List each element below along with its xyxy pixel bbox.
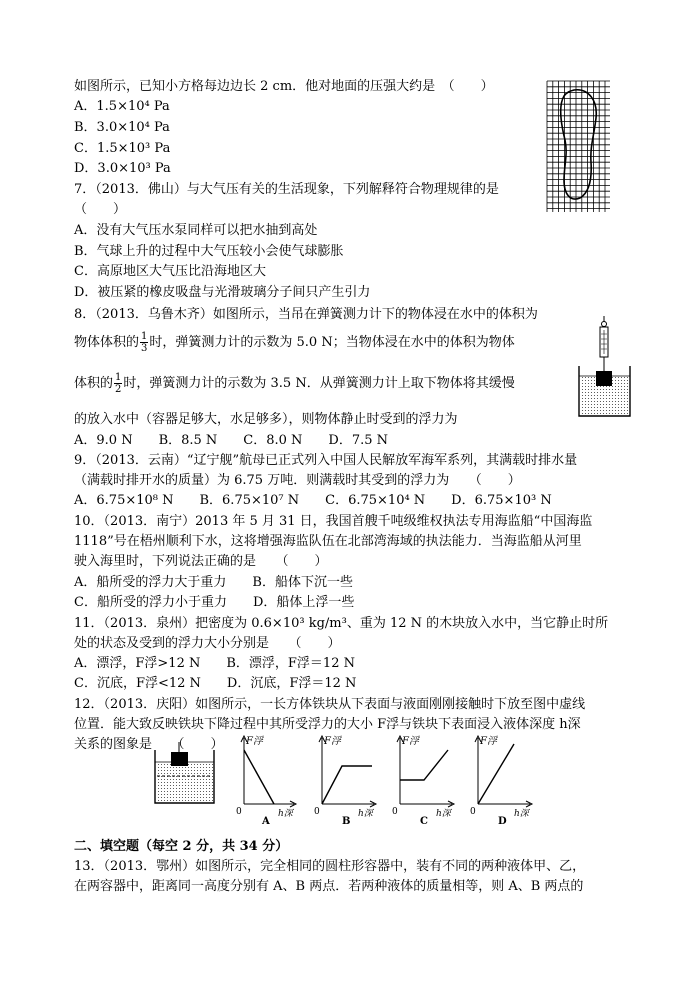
q6-option-a: A．1.5×10⁴ Pa — [74, 99, 170, 114]
q11-line2: 处的状态及受到的浮力大小分别是 （ ） — [74, 636, 341, 651]
fraction-numerator: 1 — [141, 331, 148, 342]
q12-line3: 关系的图象是 （ ） — [74, 737, 224, 752]
graph-b-xlabel: h深 — [358, 809, 373, 819]
q8-options: A．9.0 N B．8.5 N C．8.0 N D．7.5 N — [74, 433, 389, 448]
q10-line1: 10．（2013．南宁）2013 年 5 月 31 日，我国首艘千吨级维权执法专用海监船“中国海监 — [74, 514, 593, 529]
q11-options-row2: C．沉底，F浮<12 N D．沉底，F浮＝12 N — [74, 676, 357, 691]
q8-line2-post: 时，弹簧测力计的示数为 5.0 N；当物体浸在水中的体积为物体 — [149, 335, 515, 350]
graph-d-origin: 0 — [470, 807, 476, 817]
q9-line1: 9．（2013．云南）“辽宁舰”航母已正式列入中国人民解放军海军系列，其满载时排水量 — [74, 453, 578, 468]
graph-d[interactable] — [468, 734, 534, 826]
graph-d-ylabel: F浮 — [480, 736, 497, 747]
q11-options-row1: A．漂浮，F浮>12 N B．漂浮，F浮＝12 N — [74, 656, 355, 671]
q10-options-row2: C．船所受的浮力小于重力 D．船体上浮一些 — [74, 595, 355, 610]
graph-a[interactable] — [234, 734, 298, 826]
q13-line1: 13．（2013．鄂州）如图所示，完全相同的圆柱形容器中，装有不同的两种液体甲、乙， — [74, 859, 586, 874]
q9-options: A．6.75×10⁸ N B．6.75×10⁷ N C．6.75×10⁴ N D．6.75×10³ N — [74, 493, 552, 508]
q6-stem: 如图所示，已知小方格每边边长 2 cm．他对地面的压强大约是 （ ） — [74, 79, 494, 94]
q13-line2: 在两容器中，距离同一高度分别有 A、B 两点．若两种液体的质量相等，则 A、B 两点的 — [74, 879, 584, 894]
graph-c-label: C — [420, 816, 428, 826]
graph-d-curve — [478, 744, 514, 804]
graph-a-xlabel: h深 — [278, 809, 293, 819]
q6-option-d: D．3.0×10³ Pa — [74, 161, 171, 176]
fraction-one-third — [140, 331, 148, 354]
q11-line1: 11．（2013．泉州）把密度为 0.6×10³ kg/m³、重为 12 N 的木块放入水中，当它静止时所 — [74, 616, 609, 631]
graph-c-xlabel: h深 — [436, 809, 451, 819]
q7-stem: 7．（2013．佛山）与大气压有关的生活现象，下列解释符合物理规律的是 — [74, 182, 499, 197]
q7-option-a: A．没有大气压水泵同样可以把水抽到高处 — [74, 223, 318, 238]
q8-line2-pre: 物体体积的 — [74, 335, 140, 350]
q12-line2: 位置．能大致反映铁块下降过程中其所受浮力的大小 F浮与铁块下表面浸入液体深度 h深 — [74, 717, 581, 732]
fraction-numerator: 1 — [115, 372, 122, 383]
graph-a-label: A — [262, 816, 270, 826]
q7-blank: （ ） — [74, 202, 127, 217]
q8-line3-post: 时，弹簧测力计的示数为 3.5 N．从弹簧测力计上取下物体将其缓慢 — [123, 376, 515, 391]
graph-c-curve — [400, 750, 448, 780]
graph-b-label: B — [342, 816, 351, 826]
graph-d-xlabel: h深 — [514, 809, 529, 819]
q7-option-d: D．被压紧的橡皮吸盘与光滑玻璃分子间只产生引力 — [74, 285, 371, 300]
section-title-fill-in: 二、填空题（每空 2 分，共 34 分） — [74, 839, 289, 854]
q8-line3-pre: 体积的 — [74, 376, 114, 391]
q8-line3 — [74, 372, 515, 395]
fraction-denominator: 3 — [141, 343, 148, 354]
footprint-grid-figure — [546, 80, 612, 214]
submerged-block — [596, 371, 612, 386]
graph-d-label: D — [498, 816, 507, 826]
graph-a-origin: 0 — [236, 807, 242, 817]
q12-line1: 12．（2013．庆阳）如图所示，一长方体铁块从下表面与液面刚刚接触时下放至图中虚线 — [74, 697, 586, 712]
q10-options-row1: A．船所受的浮力大于重力 B．船体下沉一些 — [74, 575, 353, 590]
fraction-denominator: 2 — [115, 384, 122, 395]
q8-line4: 的放入水中（容器足够大，水足够多），则物体静止时受到的浮力为 — [74, 412, 458, 427]
graph-b-curve — [322, 766, 372, 804]
iron-block — [171, 752, 188, 766]
graph-a-curve — [244, 750, 274, 804]
spring-scale-beaker-figure — [578, 316, 634, 420]
q8-line2 — [74, 331, 515, 354]
liquid — [156, 762, 213, 802]
q10-line3: 驶入海里时，下列说法正确的是 （ ） — [74, 554, 328, 569]
graph-c[interactable] — [390, 734, 456, 826]
graph-c-ylabel: F浮 — [402, 736, 419, 747]
q6-option-c: C．1.5×10³ Pa — [74, 141, 171, 156]
fraction-one-half — [114, 372, 122, 395]
q10-line2: 1118”号在梧州顺利下水，这将增强海监队伍在北部湾海域的执法能力．当海监船从河里 — [74, 534, 582, 549]
graph-b-ylabel: F浮 — [324, 736, 341, 747]
q8-line1: 8．（2013．乌鲁木齐）如图所示，当吊在弹簧测力计下的物体浸在水中的体积为 — [74, 307, 538, 322]
iron-block-beaker-figure — [154, 742, 216, 806]
q9-line2: （满载时排开水的质量）为 6.75 万吨．则满载时其受到的浮力为 （ ） — [74, 473, 521, 488]
graph-a-ylabel: F浮 — [246, 736, 263, 747]
q7-option-c: C．高原地区大气压比沿海地区大 — [74, 264, 266, 279]
graph-b-origin: 0 — [314, 807, 320, 817]
q6-option-b: B．3.0×10⁴ Pa — [74, 120, 170, 135]
graph-c-origin: 0 — [392, 807, 398, 817]
graph-b[interactable] — [312, 734, 378, 826]
q7-option-b: B．气球上升的过程中大气压较小会使气球膨胀 — [74, 244, 344, 259]
